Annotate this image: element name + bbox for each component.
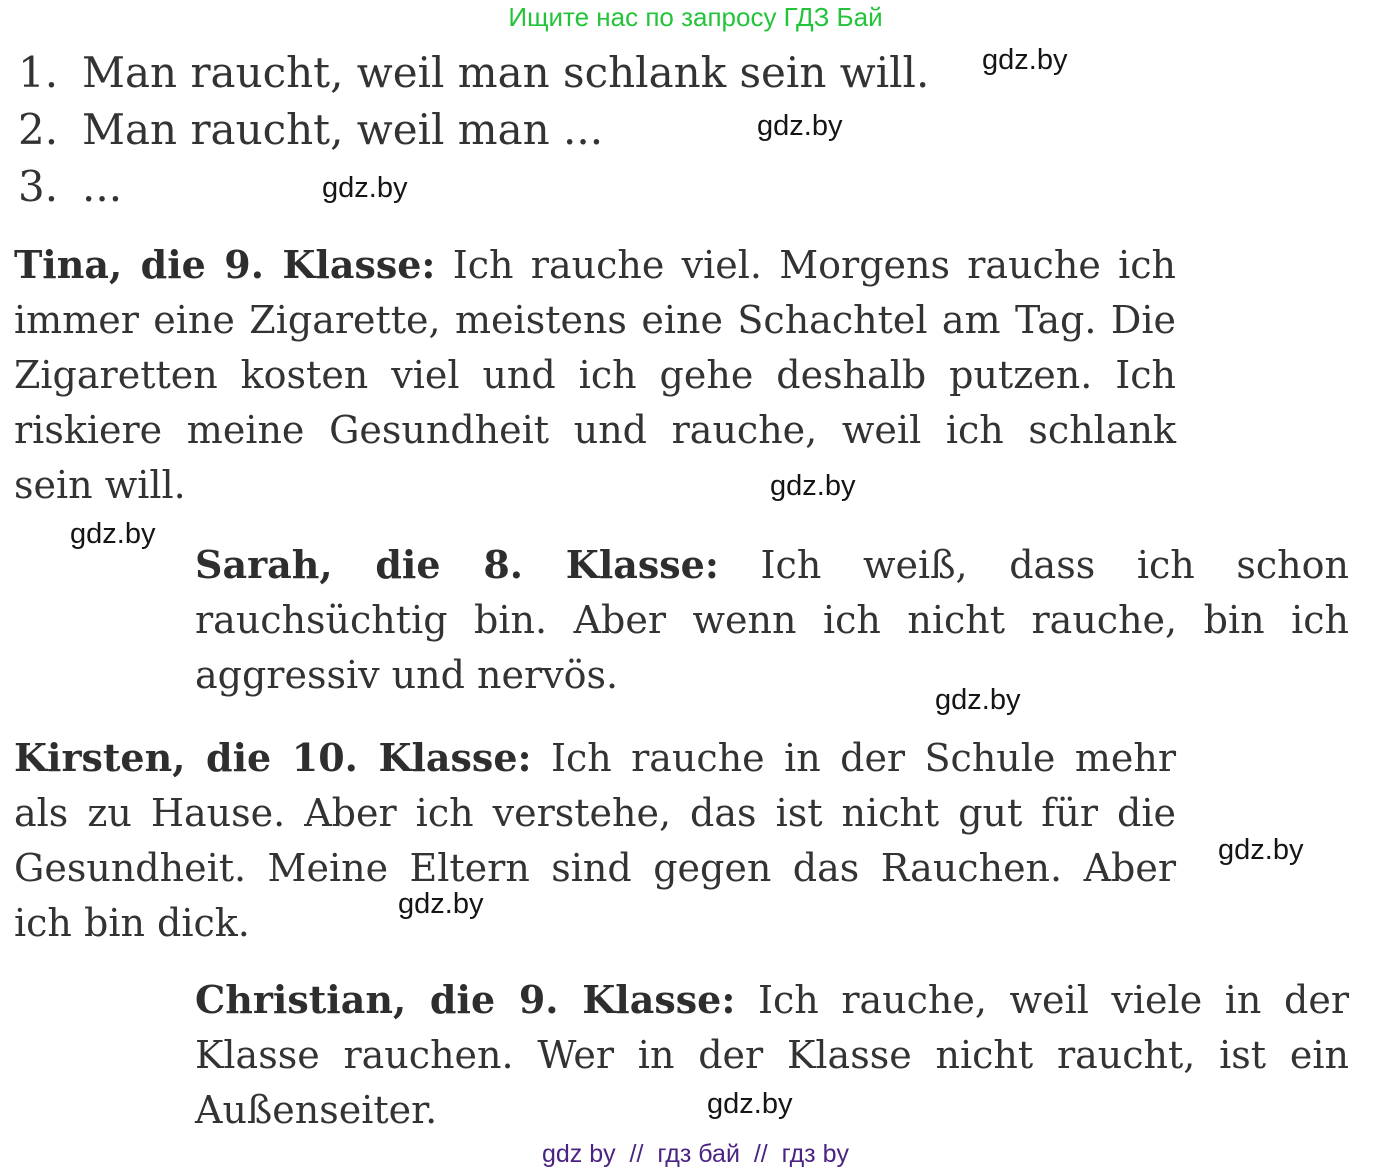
list-item-3-number: 3. xyxy=(18,162,59,211)
footer-branding: gdz by // гдз бай // гдз by xyxy=(541,1140,849,1168)
list-item-1-number: 1. xyxy=(18,48,59,97)
gdz-watermark-8: gdz.by xyxy=(398,888,484,920)
paragraph-christian-body: Ich rauche, weil viele in der Klasse rauchen. Wer in der Klasse nicht raucht, ist ein Außenseiter. xyxy=(195,978,1349,1132)
list-item-1-text: Man raucht, weil man schlank sein will. xyxy=(82,48,930,97)
list-item-2-text: Man raucht, weil man ... xyxy=(82,105,604,154)
gdz-watermark-5: gdz.by xyxy=(70,518,156,550)
gdz-watermark-6: gdz.by xyxy=(935,684,1021,716)
paragraph-tina-lead: Tina, die 9. Klasse: xyxy=(14,242,436,287)
paragraph-sarah xyxy=(195,537,1349,703)
paragraph-christian-lead: Christian, die 9. Klasse: xyxy=(195,977,736,1022)
list-item-2-number: 2. xyxy=(18,105,59,154)
paragraph-sarah-lead: Sarah, die 8. Klasse: xyxy=(195,542,719,587)
paragraph-kirsten xyxy=(14,730,1176,951)
gdz-watermark-2: gdz.by xyxy=(757,110,843,142)
list-item-3 xyxy=(18,158,929,215)
list-item-1 xyxy=(18,44,929,101)
paragraph-tina-body: Ich rauche viel. Morgens rauche ich immer eine Zigarette, meistens eine Schachtel am Tag. Die Zigaretten kosten viel und ich gehe deshalb putzen. Ich riskiere meine Gesundheit und rauche, weil ich schlank sein will. xyxy=(14,243,1176,507)
gdz-watermark-7: gdz.by xyxy=(1218,834,1304,866)
gdz-watermark-3: gdz.by xyxy=(322,172,408,204)
gdz-watermark-1: gdz.by xyxy=(982,44,1068,76)
paragraph-tina xyxy=(14,237,1176,513)
paragraph-kirsten-body: Ich rauche in der Schule mehr als zu Hause. Aber ich verstehe, das ist nicht gut für die Gesundheit. Meine Eltern sind gegen das Rauchen. Aber ich bin dick. xyxy=(14,736,1176,945)
promo-header-text: Ищите нас по запросу ГДЗ Бай xyxy=(508,2,883,32)
gdz-watermark-4: gdz.by xyxy=(770,470,856,502)
paragraph-kirsten-lead: Kirsten, die 10. Klasse: xyxy=(14,735,532,780)
gdz-watermark-9: gdz.by xyxy=(707,1088,793,1120)
paragraph-sarah-body: Ich weiß, dass ich schon rauchsüchtig bin. Aber wenn ich nicht rauche, bin ich aggressiv und nervös. xyxy=(195,543,1349,697)
list-item-3-text: ... xyxy=(82,162,123,211)
